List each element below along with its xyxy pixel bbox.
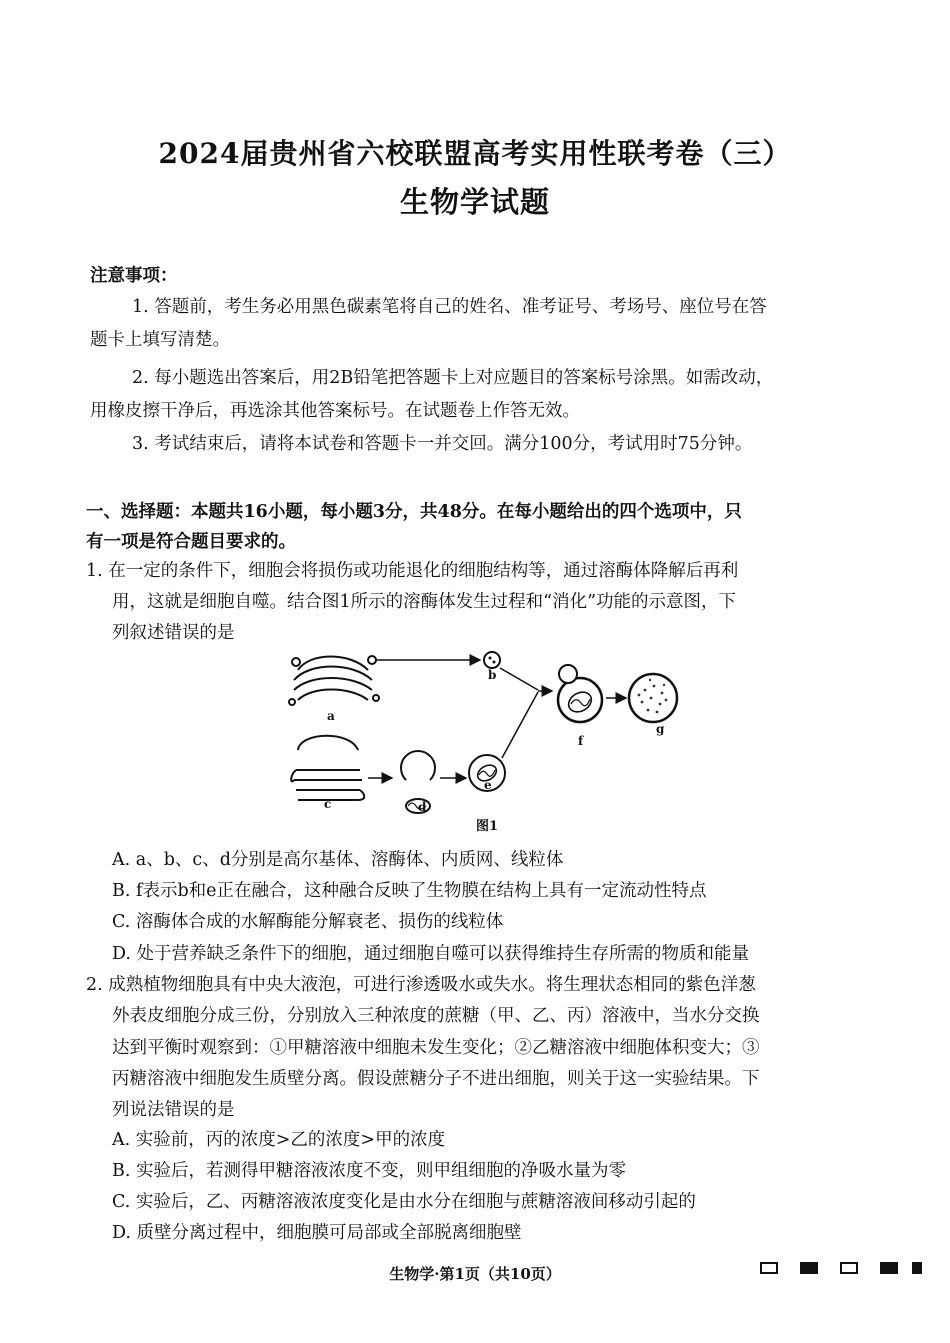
q2-option-a: A. 实验前，丙的浓度>乙的浓度>甲的浓度: [112, 1130, 446, 1150]
notes-line: 2. 每小题选出答案后，用2B铅笔把答题卡上对应题目的答案标号涂黑。如需改动，: [132, 368, 774, 388]
alignment-mark: [800, 1262, 818, 1274]
q2-option-b: B. 实验后，若测得甲糖溶液浓度不变，则甲组细胞的净吸水量为零: [112, 1161, 626, 1181]
golgi-apparatus: [289, 656, 379, 705]
page-subtitle: 生物学试题: [399, 185, 550, 219]
alignment-mark: [880, 1262, 898, 1274]
alignment-mark: [760, 1262, 778, 1274]
residual-body: [629, 674, 677, 722]
notes-line: 用橡皮擦干净后，再选涂其他答案标号。在试题卷上作答无效。: [90, 401, 580, 421]
q2-stem: 达到平衡时观察到：①甲糖溶液中细胞未发生变化；②乙糖溶液中细胞体积变大；③: [112, 1038, 760, 1058]
alignment-mark: [912, 1262, 922, 1274]
figure-caption: 图1: [476, 819, 499, 834]
section-heading: 有一项是符合题目要求的。: [86, 532, 296, 552]
figure-label-b: b: [488, 668, 497, 682]
q2-option-c: C. 实验后，乙、丙糖溶液浓度变化是由水分在细胞与蔗糖溶液间移动引起的: [112, 1192, 696, 1212]
page-footer: 生物学·第1页（共10页）: [389, 1265, 561, 1283]
notes-line: 3. 考试结束后，请将本试卷和答题卡一并交回。满分100分，考试用时75分钟。: [132, 434, 753, 454]
q1-option-c: C. 溶酶体合成的水解酶能分解衰老、损伤的线粒体: [112, 912, 504, 932]
endoplasmic-reticulum: [291, 736, 364, 800]
figure-label-a: a: [327, 709, 335, 723]
lysosome: [484, 652, 500, 668]
q1-option-d: D. 处于营养缺乏条件下的细胞，通过细胞自噬可以获得维持生存所需的物质和能量: [112, 944, 750, 964]
q1-stem: 用，这就是细胞自噬。结合图1所示的溶酶体发生过程和“消化”功能的示意图，下: [112, 592, 737, 612]
notes-line: 题卡上填写清楚。: [90, 330, 230, 350]
q1-option-b: B. f表示b和e正在融合，这种融合反映了生物膜在结构上具有一定流动性特点: [112, 881, 707, 901]
alignment-mark: [840, 1262, 858, 1274]
q2-stem: 外表皮细胞分成三份，分别放入三种浓度的蔗糖（甲、乙、丙）溶液中，当水分交换: [112, 1006, 760, 1026]
q2-stem: 丙糖溶液中细胞发生质壁分离。假设蔗糖分子不进出细胞，则关于这一实验结果。下: [112, 1069, 760, 1089]
q2-stem: 2. 成熟植物细胞具有中央大液泡，可进行渗透吸水或失水。将生理状态相同的紫色洋葱: [86, 975, 756, 995]
q1-stem: 1. 在一定的条件下，细胞会将损伤或功能退化的细胞结构等，通过溶酶体降解后再利: [86, 561, 739, 581]
q2-option-d: D. 质壁分离过程中，细胞膜可局部或全部脱离细胞壁: [112, 1223, 522, 1243]
page-title: 2024届贵州省六校联盟高考实用性联考卷（三）: [158, 137, 792, 170]
mitochondrion: [401, 751, 435, 780]
figure-label-e: e: [484, 778, 492, 792]
figure-label-f: f: [578, 734, 584, 748]
q1-stem: 列叙述错误的是: [112, 623, 235, 643]
notes-line: 1. 答题前，考生务必用黑色碳素笔将自己的姓名、准考证号、考场号、座位号在答: [132, 297, 767, 317]
q1-option-a: A. a、b、c、d分别是高尔基体、溶酶体、内质网、线粒体: [112, 850, 564, 870]
figure-label-d: d: [418, 800, 427, 814]
figure-label-c: c: [324, 797, 332, 811]
section-heading: 一、选择题：本题共16小题，每小题3分，共48分。在每小题给出的四个选项中，只: [86, 502, 742, 522]
q2-stem: 列说法错误的是: [112, 1100, 235, 1120]
figure-label-g: g: [656, 722, 665, 736]
notes-heading: 注意事项：: [90, 266, 178, 286]
